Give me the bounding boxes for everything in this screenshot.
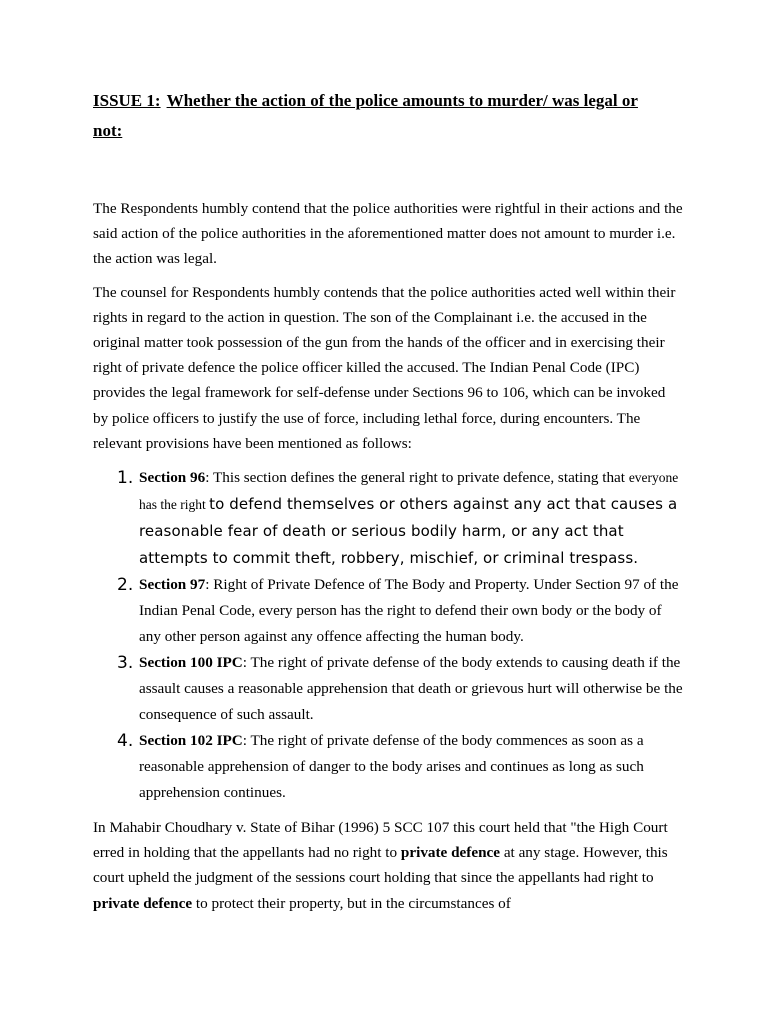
ipc-provisions-list — [93, 465, 683, 806]
section-text: to defend themselves or others against any act that causes a reasonable fear of death or serious bodily harm, or any act that attempts to commit theft, robbery, mischief, or criminal trespass. — [139, 495, 678, 568]
paragraph-respondents-contend: The Respondents humbly contend that the police authorities were rightful in their actions and the said action of the police authorities in the aforementioned matter does not amount to murder i.e. the action was legal. — [93, 200, 683, 268]
list-number: 2. — [117, 575, 134, 596]
issue-title-line-1: Whether the action of the police amounts to murder/ was legal or — [166, 91, 638, 110]
section-text: : This section defines the general right to private defence, stating that — [205, 469, 629, 487]
section-text: everyone has the right — [139, 470, 679, 513]
section-text: : The right of private defense of the body commences as soon as a reasonable apprehension of danger to the body arises and continues as long as such apprehension continues. — [139, 732, 644, 802]
case-keyword: private defence — [93, 894, 193, 912]
case-keyword: private defence — [400, 844, 501, 862]
case-text: In Mahabir Choudhary v. State of Bihar (1996) 5 SCC 107 this court held that "the High Court erred in holding that the appellants had no right to — [93, 819, 668, 862]
case-text: to protect their property, but in the circumstances of — [192, 894, 511, 912]
list-item — [93, 465, 683, 572]
section-text: : The right of private defense of the body extends to causing death if the assault causes a reasonable apprehension that death or grievous hurt will otherwise be the consequence of such assault. — [139, 654, 683, 724]
issue-number: ISSUE 1: — [93, 91, 161, 110]
list-item — [93, 572, 683, 650]
paragraph-case-law — [93, 815, 683, 916]
list-item — [93, 650, 683, 728]
issue-title-line-2: not: — [93, 121, 123, 140]
section-label: Section 102 IPC — [139, 732, 243, 750]
list-item — [93, 728, 683, 806]
section-label: Section 97 — [139, 576, 206, 594]
list-number: 1. — [117, 468, 134, 489]
section-text: : Right of Private Defence of The Body and Property. Under Section 97 of the Indian Penal Code, every person has the right to defend their own body or the body of any other person against any offence affecting the human body. — [139, 576, 679, 646]
section-label: Section 96 — [139, 469, 206, 487]
list-number: 3. — [117, 653, 134, 674]
document-page — [93, 86, 683, 916]
paragraph-counsel-contends: The counsel for Respondents humbly contends that the police authorities acted well within their rights in regard to the action in question. The son of the Complainant i.e. the accused in the original matter took possession of the gun from the hands of the officer and in exercising their right of private defence the police officer killed the accused. The Indian Penal Code (IPC) provides the legal framework for self-defense under Sections 96 to 106, which can be invoked by police officers to justify the use of force, including lethal force, during encounters. The relevant provisions have been mentioned as follows: — [93, 283, 676, 452]
case-text: at any stage. However, this court upheld the judgment of the sessions court holding that since the appellants had right to — [93, 844, 668, 887]
list-number: 4. — [117, 731, 134, 752]
section-label: Section 100 IPC — [139, 654, 243, 672]
issue-heading — [93, 86, 683, 146]
